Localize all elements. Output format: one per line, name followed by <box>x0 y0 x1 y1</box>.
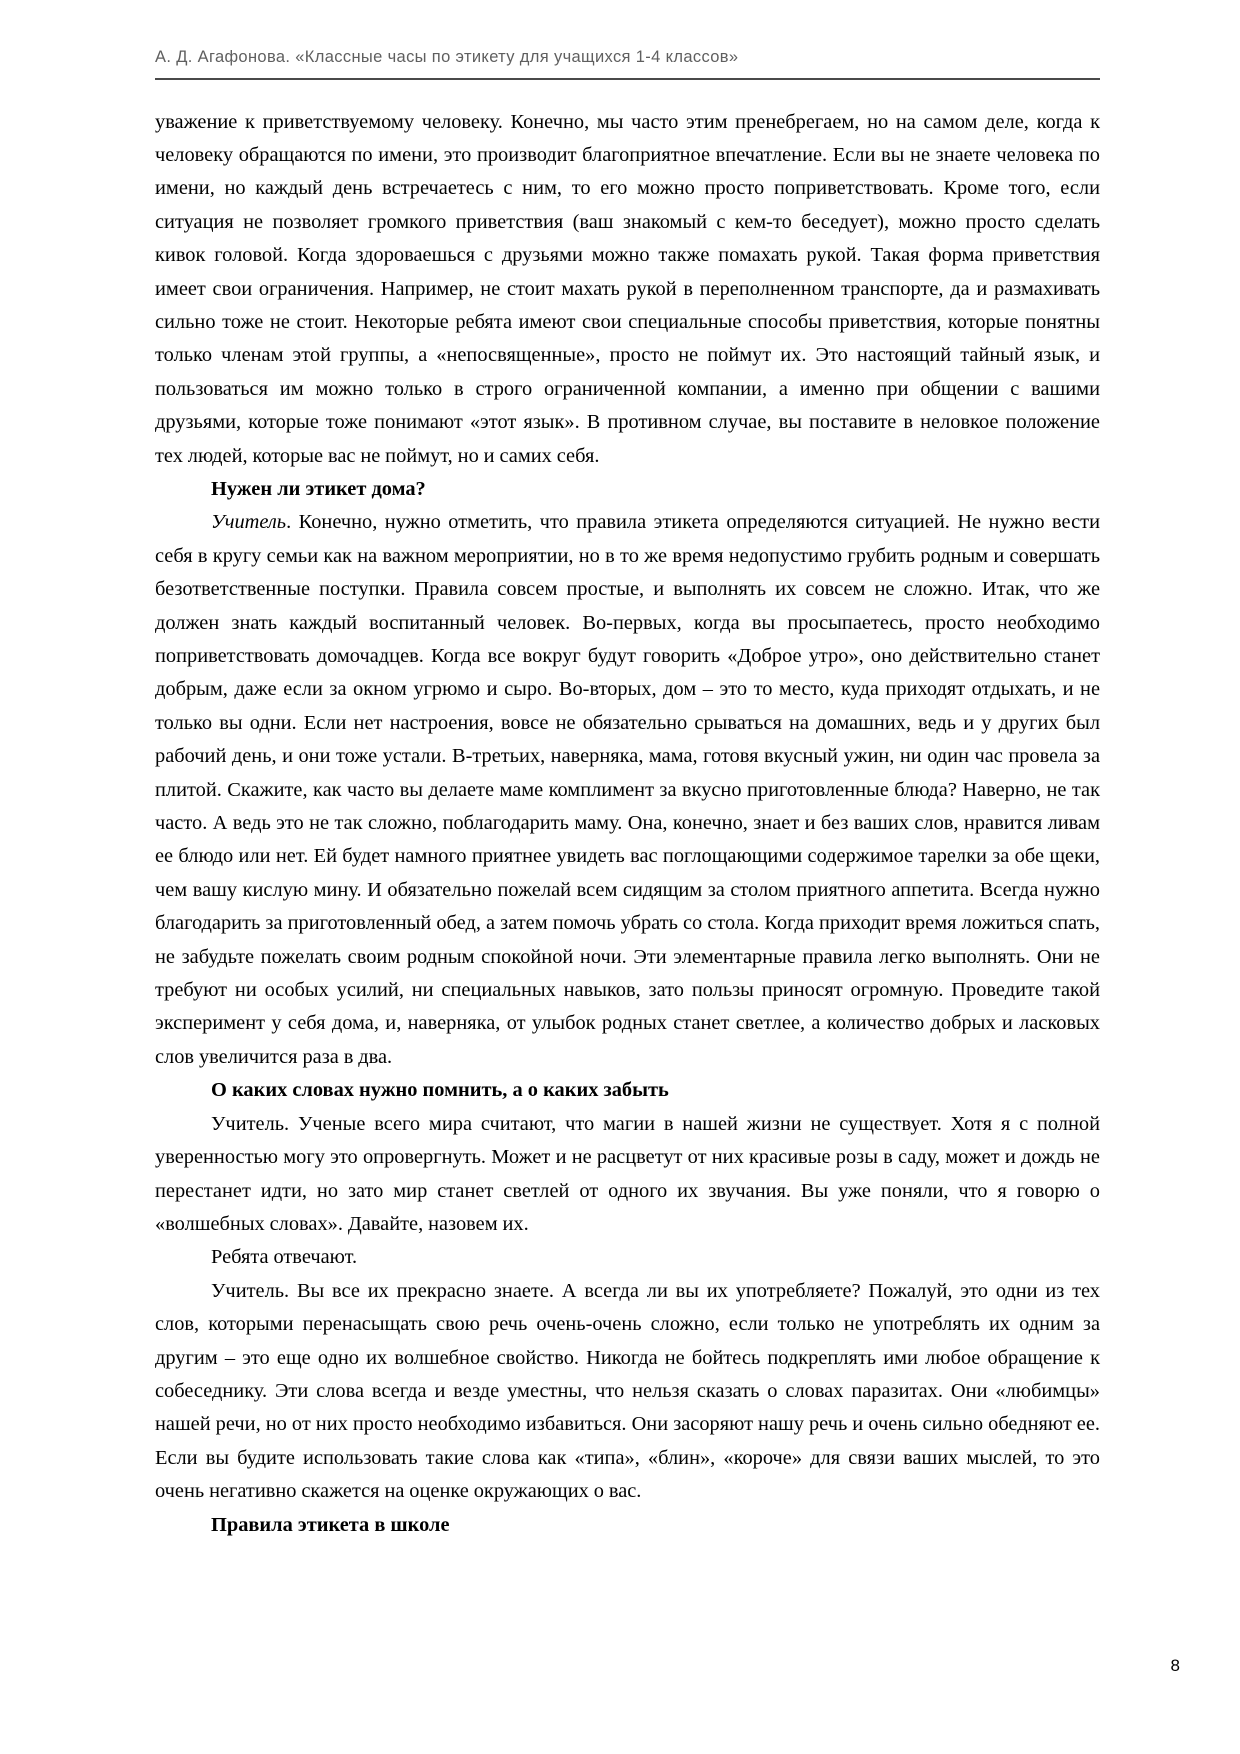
speaker-label-teacher: Учитель <box>211 511 287 534</box>
heading-etiquette-at-home: Нужен ли этикет дома? <box>211 477 426 500</box>
paragraph-words-teacher-1: Учитель. Ученые всего мира считают, что магии в нашей жизни не существует. Хотя я с полной уверенностью могу это опровергнуть. Может и не расцветут от них красивые розы в саду, может и дождь не перестанет идти, но зато мир станет светлей от одного их звучания. Вы уже поняли, что я говорю о «волшебных словах». Давайте, назовем их. <box>155 1112 1100 1235</box>
header-rule <box>155 78 1100 80</box>
running-header <box>155 0 1100 80</box>
paragraph-continued: уважение к приветствуемому человеку. Конечно, мы часто этим пренебрегаем, но на самом деле, когда к человеку обращаются по имени, это производит благоприятное впечатление. Если вы не знаете человека по имени, но каждый день встречаетесь с ним, то его можно просто поприветствовать. Кроме того, если ситуация не позволяет громкого приветствия (ваш знакомый с кем-то беседует), можно просто сделать кивок головой. Когда здороваешься с друзьями можно также помахать рукой. Такая форма приветствия имеет свои ограничения. Например, не стоит махать рукой в переполненном транспорте, да и размахивать сильно тоже не стоит. Некоторые ребята имеют свои специальные способы приветствия, которые понятны только членам этой группы, а «непосвященные», просто не поймут их. Это настоящий тайный язык, и пользоваться им можно только в строго ограниченной компании, а именно при общении с вашими друзьями, которые тоже понимают «этот язык». В противном случае, вы поставите в неловкое положение тех людей, которые вас не поймут, но и самих себя. <box>155 110 1100 467</box>
page-number: 8 <box>1170 1656 1180 1675</box>
paragraph-words-teacher-2: Учитель. Вы все их прекрасно знаете. А всегда ли вы их употребляете? Пожалуй, это одни из тех слов, которыми перенасыщать свою речь очень-очень сложно, если только не употреблять их одним за другим – это еще одно их волшебное свойство. Никогда не бойтесь подкреплять ими любое обращение к собеседнику. Эти слова всегда и везде уместны, что нельзя сказать о словах паразитах. Они «любимцы» нашей речи, но от них просто необходимо избавиться. Они засоряют нашу речь и очень сильно обедняют ее. Если вы будите использовать такие слова как «типа», «блин», «короче» для связи ваших мыслей, то это очень негативно скажется на оценке окружающих о вас. <box>155 1279 1100 1503</box>
body-text <box>155 106 1100 1542</box>
paragraph-children-respond: Ребята отвечают. <box>211 1246 358 1269</box>
running-header-text: А. Д. Агафонова. «Классные часы по этикету для учащихся 1-4 классов» <box>155 48 739 66</box>
heading-which-words-to-remember: О каких словах нужно помнить, а о каких забыть <box>211 1079 669 1102</box>
paragraph-home-answer-text: . Конечно, нужно отметить, что правила этикета определяются ситуацией. Не нужно вести себя в кругу семьи как на важном мероприятии, но в то же время недопустимо грубить родным и совершать безответственные поступки. Правила совсем простые, и выполнять их совсем не сложно. Итак, что же должен знать каждый воспитанный человек. Во-первых, когда вы просыпаетесь, просто необходимо поприветствовать домочадцев. Когда все вокруг будут говорить «Доброе утро», оно действительно станет добрым, даже если за окном угрюмо и сыро. Во-вторых, дом – это то место, куда приходят отдыхать, и не только вы одни. Если нет настроения, вовсе не обязательно срываться на домашних, ведь и у других был рабочий день, и они тоже устали. В-третьих, наверняка, мама, готовя вкусный ужин, ни один час провела за плитой. Скажите, как часто вы делаете маме комплимент за вкусно приготовленные блюда? Наверно, не так часто. А ведь это не так сложно, поблагодарить маму. Она, конечно, знает и без ваших слов, нравится ливам ее блюдо или нет. Ей будет намного приятнее увидеть вас поглощающими содержимое тарелки за обе щеки, чем вашу кислую мину. И обязательно пожелай всем сидящим за столом приятного аппетита. Всегда нужно благодарить за приготовленный обед, а затем помочь убрать со стола. Когда приходит время ложиться спать, не забудьте пожелать своим родным спокойной ночи. Эти элементарные правила легко выполнять. Они не требуют ни особых усилий, ни специальных навыков, зато пользы приносят огромную. Проведите такой эксперимент у себя дома, и, наверняка, от улыбок родных станет светлее, а количество добрых и ласковых слов увеличится раза в два. <box>155 511 1100 1068</box>
page-content-column <box>155 0 1100 1542</box>
paragraph-home-answer <box>155 506 1100 1074</box>
heading-school-etiquette-rules: Правила этикета в школе <box>211 1513 450 1536</box>
